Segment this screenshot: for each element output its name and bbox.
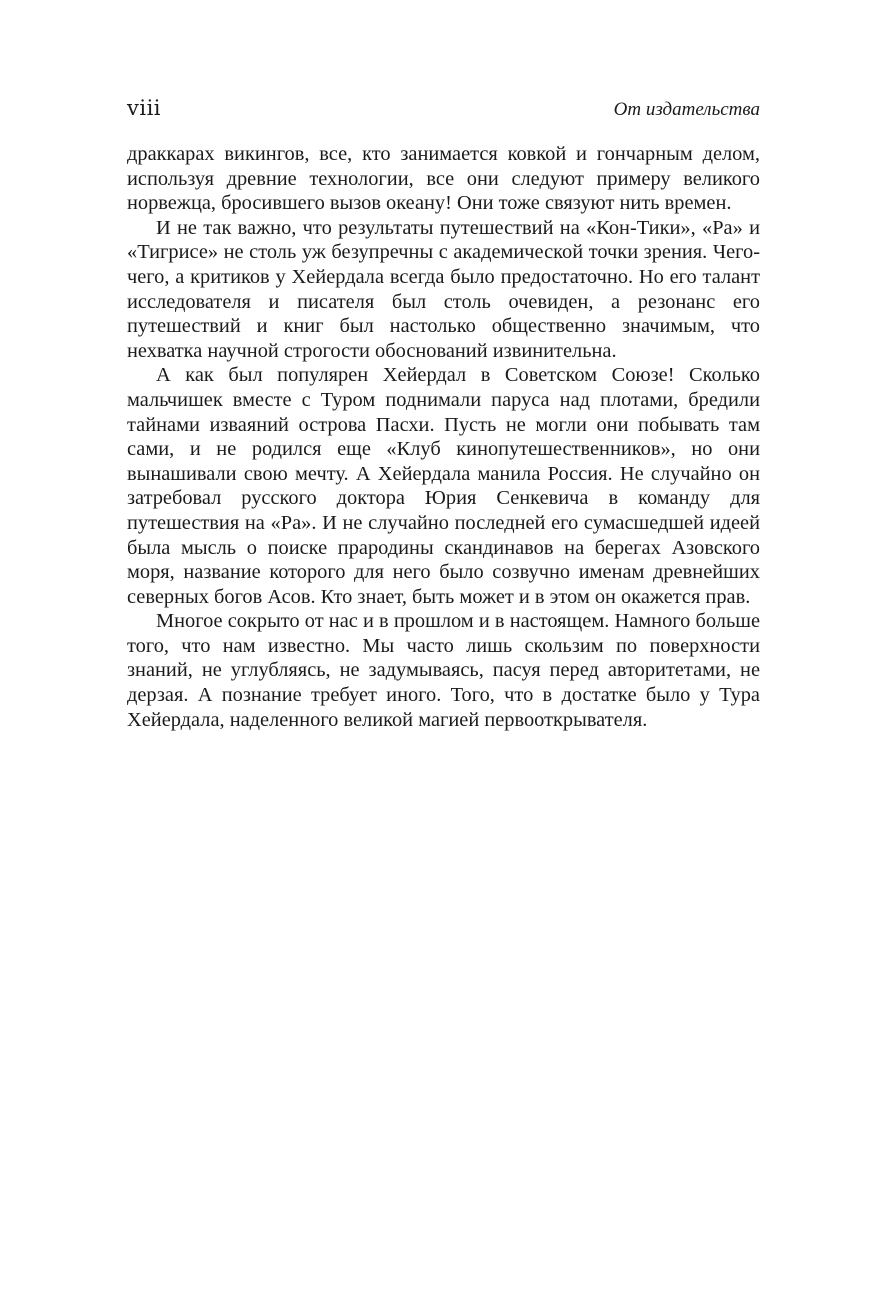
paragraph: Многое сокрыто от нас и в прошлом и в настоящем. Намного больше того, что нам известно. Мы часто лишь скользим по поверхности знаний, не углубляясь, не задумываясь, пасуя перед авторитетами, не дерзая. А познание требует иного. Того, что в достатке было у Тура Хейердала, наделенного великой магией первооткрывателя. — [127, 610, 760, 731]
section-title: От издательства — [613, 99, 760, 120]
paragraph: А как был популярен Хейердал в Советском Союзе! Сколько мальчишек вместе с Туром поднимали паруса над плотами, бредили тайнами изваяний острова Пасхи. Пусть не могли они побывать там сами, и не родился еще «Клуб кинопутешественников», но они вынашивали свою мечту. А Хейердала манила Россия. Не случайно он затребовал русского доктора Юрия Сенкевича в команду для путешествия на «Ра». И не случайно последней его сумасшедшей идеей была мысль о поиске прародины скандинавов на берегах Азовского моря, название которого для него было созвучно именам древнейших северных богов Асов. Кто знает, быть может и в этом он окажется прав. — [127, 364, 760, 608]
paragraph-continued: драккарах викингов, все, кто занимается ковкой и гончарным делом, используя древние технологии, все они следуют примеру великого норвежца, бросившего вызов океану! Они тоже связуют нить времен. — [127, 143, 760, 215]
running-head — [127, 96, 760, 126]
page-number: viii — [127, 96, 162, 120]
book-page — [127, 96, 760, 732]
paragraph: И не так важно, что результаты путешествий на «Кон-Тики», «Ра» и «Тигрисе» не столь уж безупречны с академической точки зрения. Чего-чего, а критиков у Хейердала всегда было предостаточно. Но его талант исследователя и писателя был столь очевиден, а резонанс его путешествий и книг был настолько общественно значимым, что нехватка научной строгости обоснований извинительна. — [127, 216, 760, 362]
body-text — [127, 142, 760, 732]
